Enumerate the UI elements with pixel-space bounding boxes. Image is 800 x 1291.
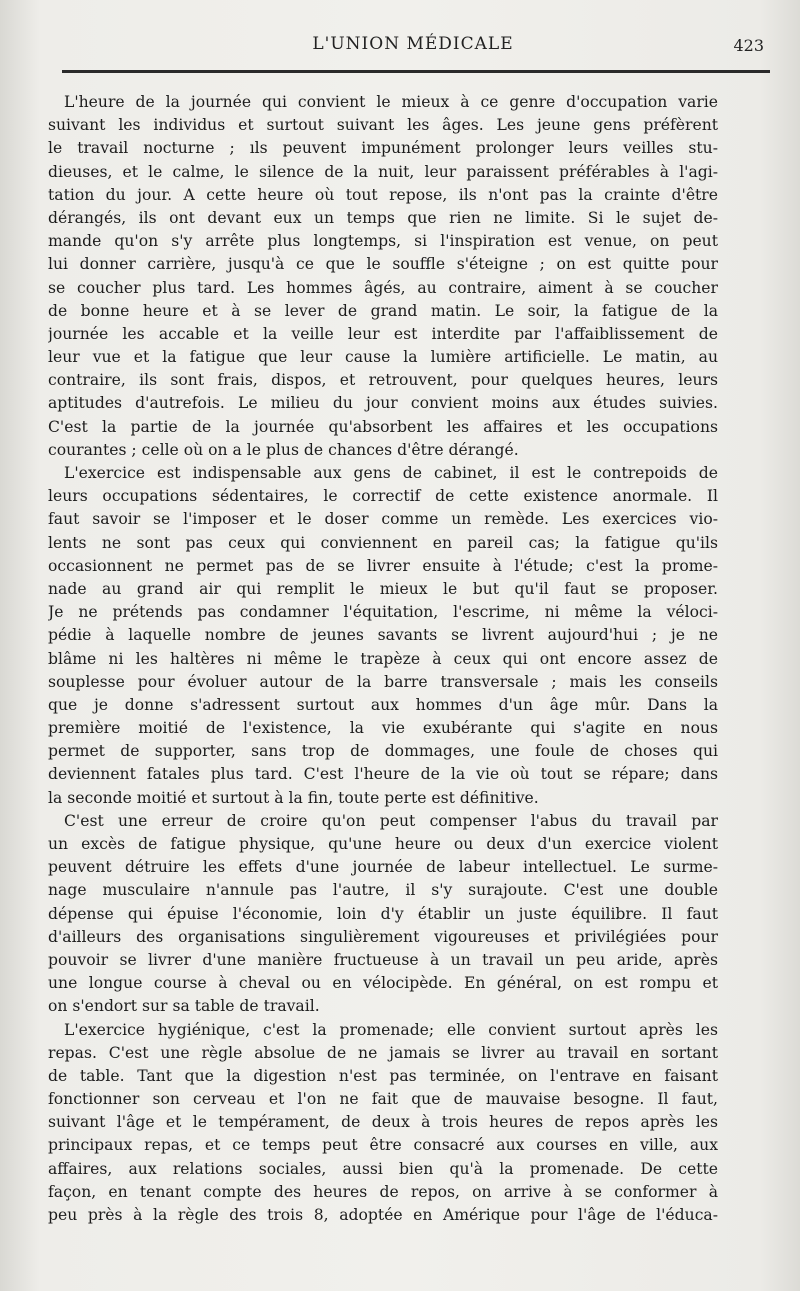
text-line: mande qu'on s'y arrête plus longtemps, si l'inspiration est venue, on peut	[48, 232, 718, 251]
text-line: souplesse pour évoluer autour de la barre transversale ; mais les conseils	[48, 672, 718, 691]
text-line: première moitié de l'existence, la vie exubérante qui s'agite en nous	[48, 719, 718, 738]
text-line: dérangés, ils ont devant eux un temps que rien ne limite. Si le sujet de-	[48, 208, 718, 227]
text-line: L'exercice hygiénique, c'est la promenade; elle convient surtout après les	[64, 1020, 718, 1039]
text-line: lents ne sont pas ceux qui conviennent en pareil cas; la fatigue qu'ils	[48, 533, 718, 552]
text-line: C'est une erreur de croire qu'on peut compenser l'abus du travail par	[64, 811, 718, 830]
text-line: fonctionner son cerveau et l'on ne fait que de mauvaise besogne. Il faut,	[48, 1090, 718, 1109]
text-line: L'heure de la journée qui convient le mieux à ce genre d'occupation varie	[64, 93, 718, 111]
text-line: principaux repas, et ce temps peut être consacré aux courses en ville, aux	[48, 1136, 718, 1155]
text-line: leurs occupations sédentaires, le correctif de cette existence anormale. Il	[48, 487, 718, 506]
text-line: permet de supporter, sans trop de dommages, une foule de choses qui	[48, 742, 718, 761]
text-line: journée les accable et la veille leur est interdite par l'affaiblissement de	[48, 324, 718, 343]
text-line: peuvent détruire les effets d'une journée de labeur intellectuel. Le surme-	[48, 858, 718, 877]
text-line: faut savoir se l'imposer et le doser comme un remède. Les exercices vio-	[48, 510, 718, 529]
text-line: peu près à la règle des trois 8, adoptée en Amérique pour l'âge de l'éduca-	[48, 1206, 718, 1224]
text-line: de table. Tant que la digestion n'est pas terminée, on l'entrave en faisant	[48, 1066, 718, 1085]
text-line: la seconde moitié et surtout à la fin, toute perte est définitive.	[48, 788, 539, 807]
text-line: de bonne heure et à se lever de grand matin. Le soir, la fatigue de la	[48, 301, 718, 320]
text-line: un excès de fatigue physique, qu'une heure ou deux d'un exercice violent	[48, 835, 718, 853]
text-line: façon, en tenant compte des heures de repos, on arrive à se conformer à	[48, 1182, 718, 1201]
text-line: dépense qui épuise l'économie, loin d'y établir un juste équilibre. Il faut	[48, 904, 718, 923]
text-line: on s'endort sur sa table de travail.	[48, 997, 320, 1016]
text-line: suivant l'âge et le tempérament, de deux à trois heures de repos après les	[48, 1113, 718, 1132]
text-line: suivant les individus et surtout suivant les âges. Les jeune gens préfèrent	[48, 116, 718, 135]
text-line: tation du jour. A cette heure où tout repose, ils n'ont pas la crainte d'être	[48, 185, 718, 204]
text-line: occasionnent ne permet pas de se livrer ensuite à l'étude; c'est la prome-	[48, 556, 718, 575]
text-line: dieuses, et le calme, le silence de la nuit, leur paraissent préférables à l'agi-	[48, 162, 718, 181]
text-line: Je ne prétends pas condamner l'équitation, l'escrime, ni même la véloci-	[48, 603, 718, 622]
header-rule	[62, 70, 770, 73]
text-line: se coucher plus tard. Les hommes âgés, au contraire, aiment à se coucher	[48, 278, 718, 297]
text-line: contraire, ils sont frais, dispos, et retrouvent, pour quelques heures, leurs	[48, 371, 718, 390]
text-line: une longue course à cheval ou en vélocipède. En général, on est rompu et	[48, 974, 718, 993]
text-line: le travail nocturne ; ıls peuvent impunément prolonger leurs veilles stu-	[48, 139, 718, 158]
page-number: 423	[733, 36, 764, 55]
text-line: blâme ni les haltères ni même le trapèze à ceux qui ont encore assez de	[48, 649, 718, 668]
page-header	[48, 32, 778, 80]
text-line: aptitudes d'autrefois. Le milieu du jour convient moins aux études suivies.	[48, 394, 718, 413]
text-line: pédie à laquelle nombre de jeunes savants se livrent aujourd'hui ; je ne	[48, 626, 718, 645]
text-line: affaires, aux relations sociales, aussi bien qu'à la promenade. De cette	[48, 1159, 718, 1178]
text-line: d'ailleurs des organisations singulièrement vigoureuses et privilégiées pour	[48, 927, 718, 946]
text-line: nage musculaire n'annule pas l'autre, il s'y surajoute. C'est une double	[48, 881, 718, 900]
text-line: nade au grand air qui remplit le mieux le but qu'il faut se proposer.	[48, 579, 718, 598]
text-line: repas. C'est une règle absolue de ne jamais se livrer au travail en sortant	[48, 1043, 718, 1062]
text-line: que je donne s'adressent surtout aux hommes d'un âge mûr. Dans la	[48, 695, 718, 714]
text-line: leur vue et la fatigue que leur cause la lumière artificielle. Le matin, au	[48, 348, 718, 367]
text-line: courantes ; celle où on a le plus de chances d'être dérangé.	[48, 440, 519, 459]
text-line: lui donner carrière, jusqu'à ce que le souffle s'éteigne ; on est quitte pour	[48, 255, 718, 274]
text-line: pouvoir se livrer d'une manière fructueuse à un travail un peu aride, après	[48, 950, 718, 969]
text-line: deviennent fatales plus tard. C'est l'heure de la vie où tout se répare; dans	[48, 765, 718, 784]
running-title: L'UNION MÉDICALE	[312, 34, 514, 54]
text-line: C'est la partie de la journée qu'absorbent les affaires et les occupations	[48, 417, 718, 436]
text-line: L'exercice est indispensable aux gens de cabinet, il est le contrepoids de	[64, 464, 718, 482]
body-text	[48, 91, 718, 1227]
